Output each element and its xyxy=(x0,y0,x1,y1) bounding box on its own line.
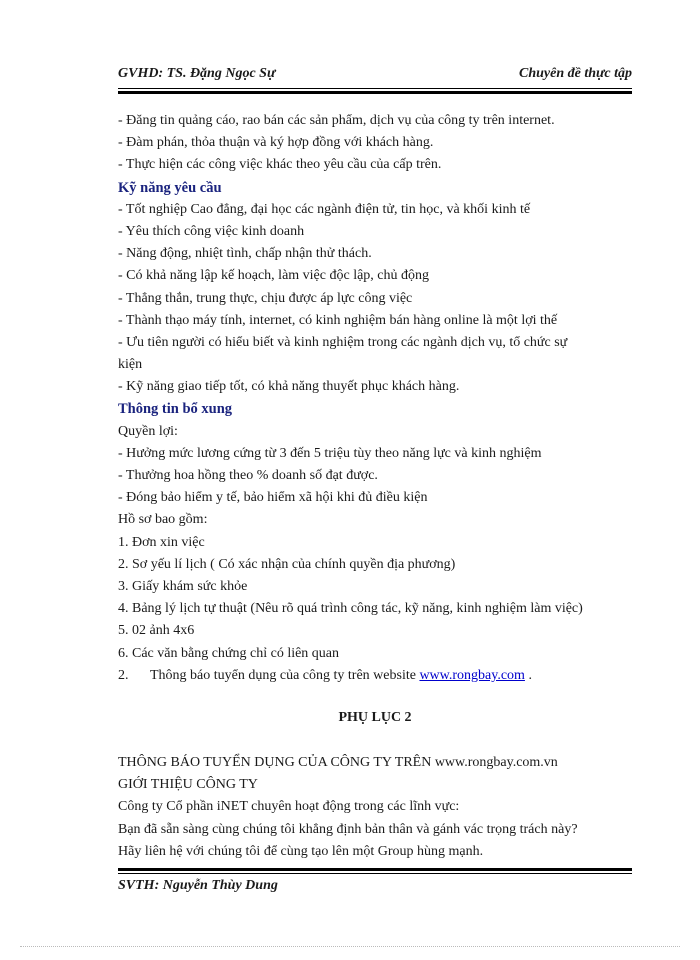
benefit-line: - Đóng bảo hiểm y tế, bảo hiểm xã hội khi đủ điều kiện xyxy=(118,490,428,506)
dossier-item: 3. Giấy khám sức khỏe xyxy=(118,578,248,594)
rongbay-link[interactable]: www.rongbay.com xyxy=(419,667,525,683)
appendix-ref-text: Thông báo tuyển dụng của công ty trên website www.rongbay.com . xyxy=(150,667,532,683)
appendix-ref-number: 2. xyxy=(118,667,129,683)
benefit-line: - Thưởng hoa hồng theo % doanh số đạt được. xyxy=(118,468,378,483)
skill-line: - Kỹ năng giao tiếp tốt, có khả năng thuyết phục khách hàng. xyxy=(118,379,460,395)
dossier-item: 5. 02 ảnh 4x6 xyxy=(118,623,195,639)
dossier-item: 4. Bảng lý lịch tự thuật (Nêu rõ quá trình công tác, kỹ năng, kinh nghiệm làm việc) xyxy=(118,601,583,617)
benefits-label: Quyền lợi: xyxy=(118,423,178,439)
skill-line: - Thẳng thắn, trung thực, chịu được áp lực công việc xyxy=(118,290,413,306)
duty-line: - Đàm phán, thỏa thuận và ký hợp đồng với khách hàng. xyxy=(118,135,434,151)
header-advisor: GVHD: TS. Đặng Ngọc Sự xyxy=(118,66,276,81)
benefit-line: - Hưởng mức lương cứng từ 3 đến 5 triệu tùy theo năng lực và kinh nghiệm xyxy=(118,445,542,461)
extra-info-heading: Thông tin bổ xung xyxy=(118,401,233,418)
skills-heading: Kỹ năng yêu cầu xyxy=(118,179,222,196)
footer-rule-thin xyxy=(118,873,632,874)
body-section-1 xyxy=(118,110,638,687)
header-doc-type: Chuyên đề thực tập xyxy=(518,66,632,81)
skill-line: - Ưu tiên người có hiểu biết và kinh nghiệm trong các ngành dịch vụ, tổ chức sự xyxy=(118,334,568,350)
appendix-line: GIỚI THIỆU CÔNG TY xyxy=(118,777,258,793)
footer-rule-thick xyxy=(118,868,632,871)
header-rule-thick xyxy=(118,91,632,94)
dossier-item: 2. Sơ yếu lí lịch ( Có xác nhận của chính quyền địa phương) xyxy=(118,556,456,572)
duty-line: - Thực hiện các công việc khác theo yêu cầu của cấp trên. xyxy=(118,157,442,173)
skill-line: - Năng động, nhiệt tình, chấp nhận thử thách. xyxy=(118,246,372,262)
page-bottom-border xyxy=(20,946,680,947)
appendix-title: PHỤ LỤC 2 xyxy=(338,710,412,725)
skill-line: - Tốt nghiệp Cao đẳng, đại học các ngành điện tử, tin học, và khối kinh tế xyxy=(118,201,531,217)
skill-line: - Yêu thích công việc kinh doanh xyxy=(118,223,305,239)
dossier-item: 1. Đơn xin việc xyxy=(118,534,205,550)
appendix-line: THÔNG BÁO TUYỂN DỤNG CỦA CÔNG TY TRÊN www.rongbay.com.vn xyxy=(118,755,558,770)
skill-line: - Có khả năng lập kế hoạch, làm việc độc lập, chủ động xyxy=(118,268,430,284)
dossier-label: Hồ sơ bao gồm: xyxy=(118,512,208,528)
body-section-2 xyxy=(118,752,638,863)
page-header xyxy=(118,64,632,86)
appendix-line: Bạn đã sẵn sàng cùng chúng tôi khẳng định bản thân và gánh vác trọng trách này? xyxy=(118,821,578,837)
dossier-item: 6. Các văn bằng chứng chỉ có liên quan xyxy=(118,645,340,661)
appendix-ref-item xyxy=(118,665,638,687)
footer-student: SVTH: Nguyễn Thùy Dung xyxy=(118,878,278,893)
skill-line: - Thành thạo máy tính, internet, có kinh nghiệm bán hàng online là một lợi thế xyxy=(118,312,558,328)
duty-line: - Đăng tin quảng cáo, rao bán các sản phẩm, dịch vụ của công ty trên internet. xyxy=(118,113,555,128)
appendix-line: Công ty Cổ phần iNET chuyên hoạt động trong các lĩnh vực: xyxy=(118,799,460,815)
skill-line: kiện xyxy=(118,357,143,373)
header-rule-thin xyxy=(118,88,632,89)
appendix-line: Hãy liên hệ với chúng tôi để cùng tạo lên một Group hùng mạnh. xyxy=(118,843,484,859)
